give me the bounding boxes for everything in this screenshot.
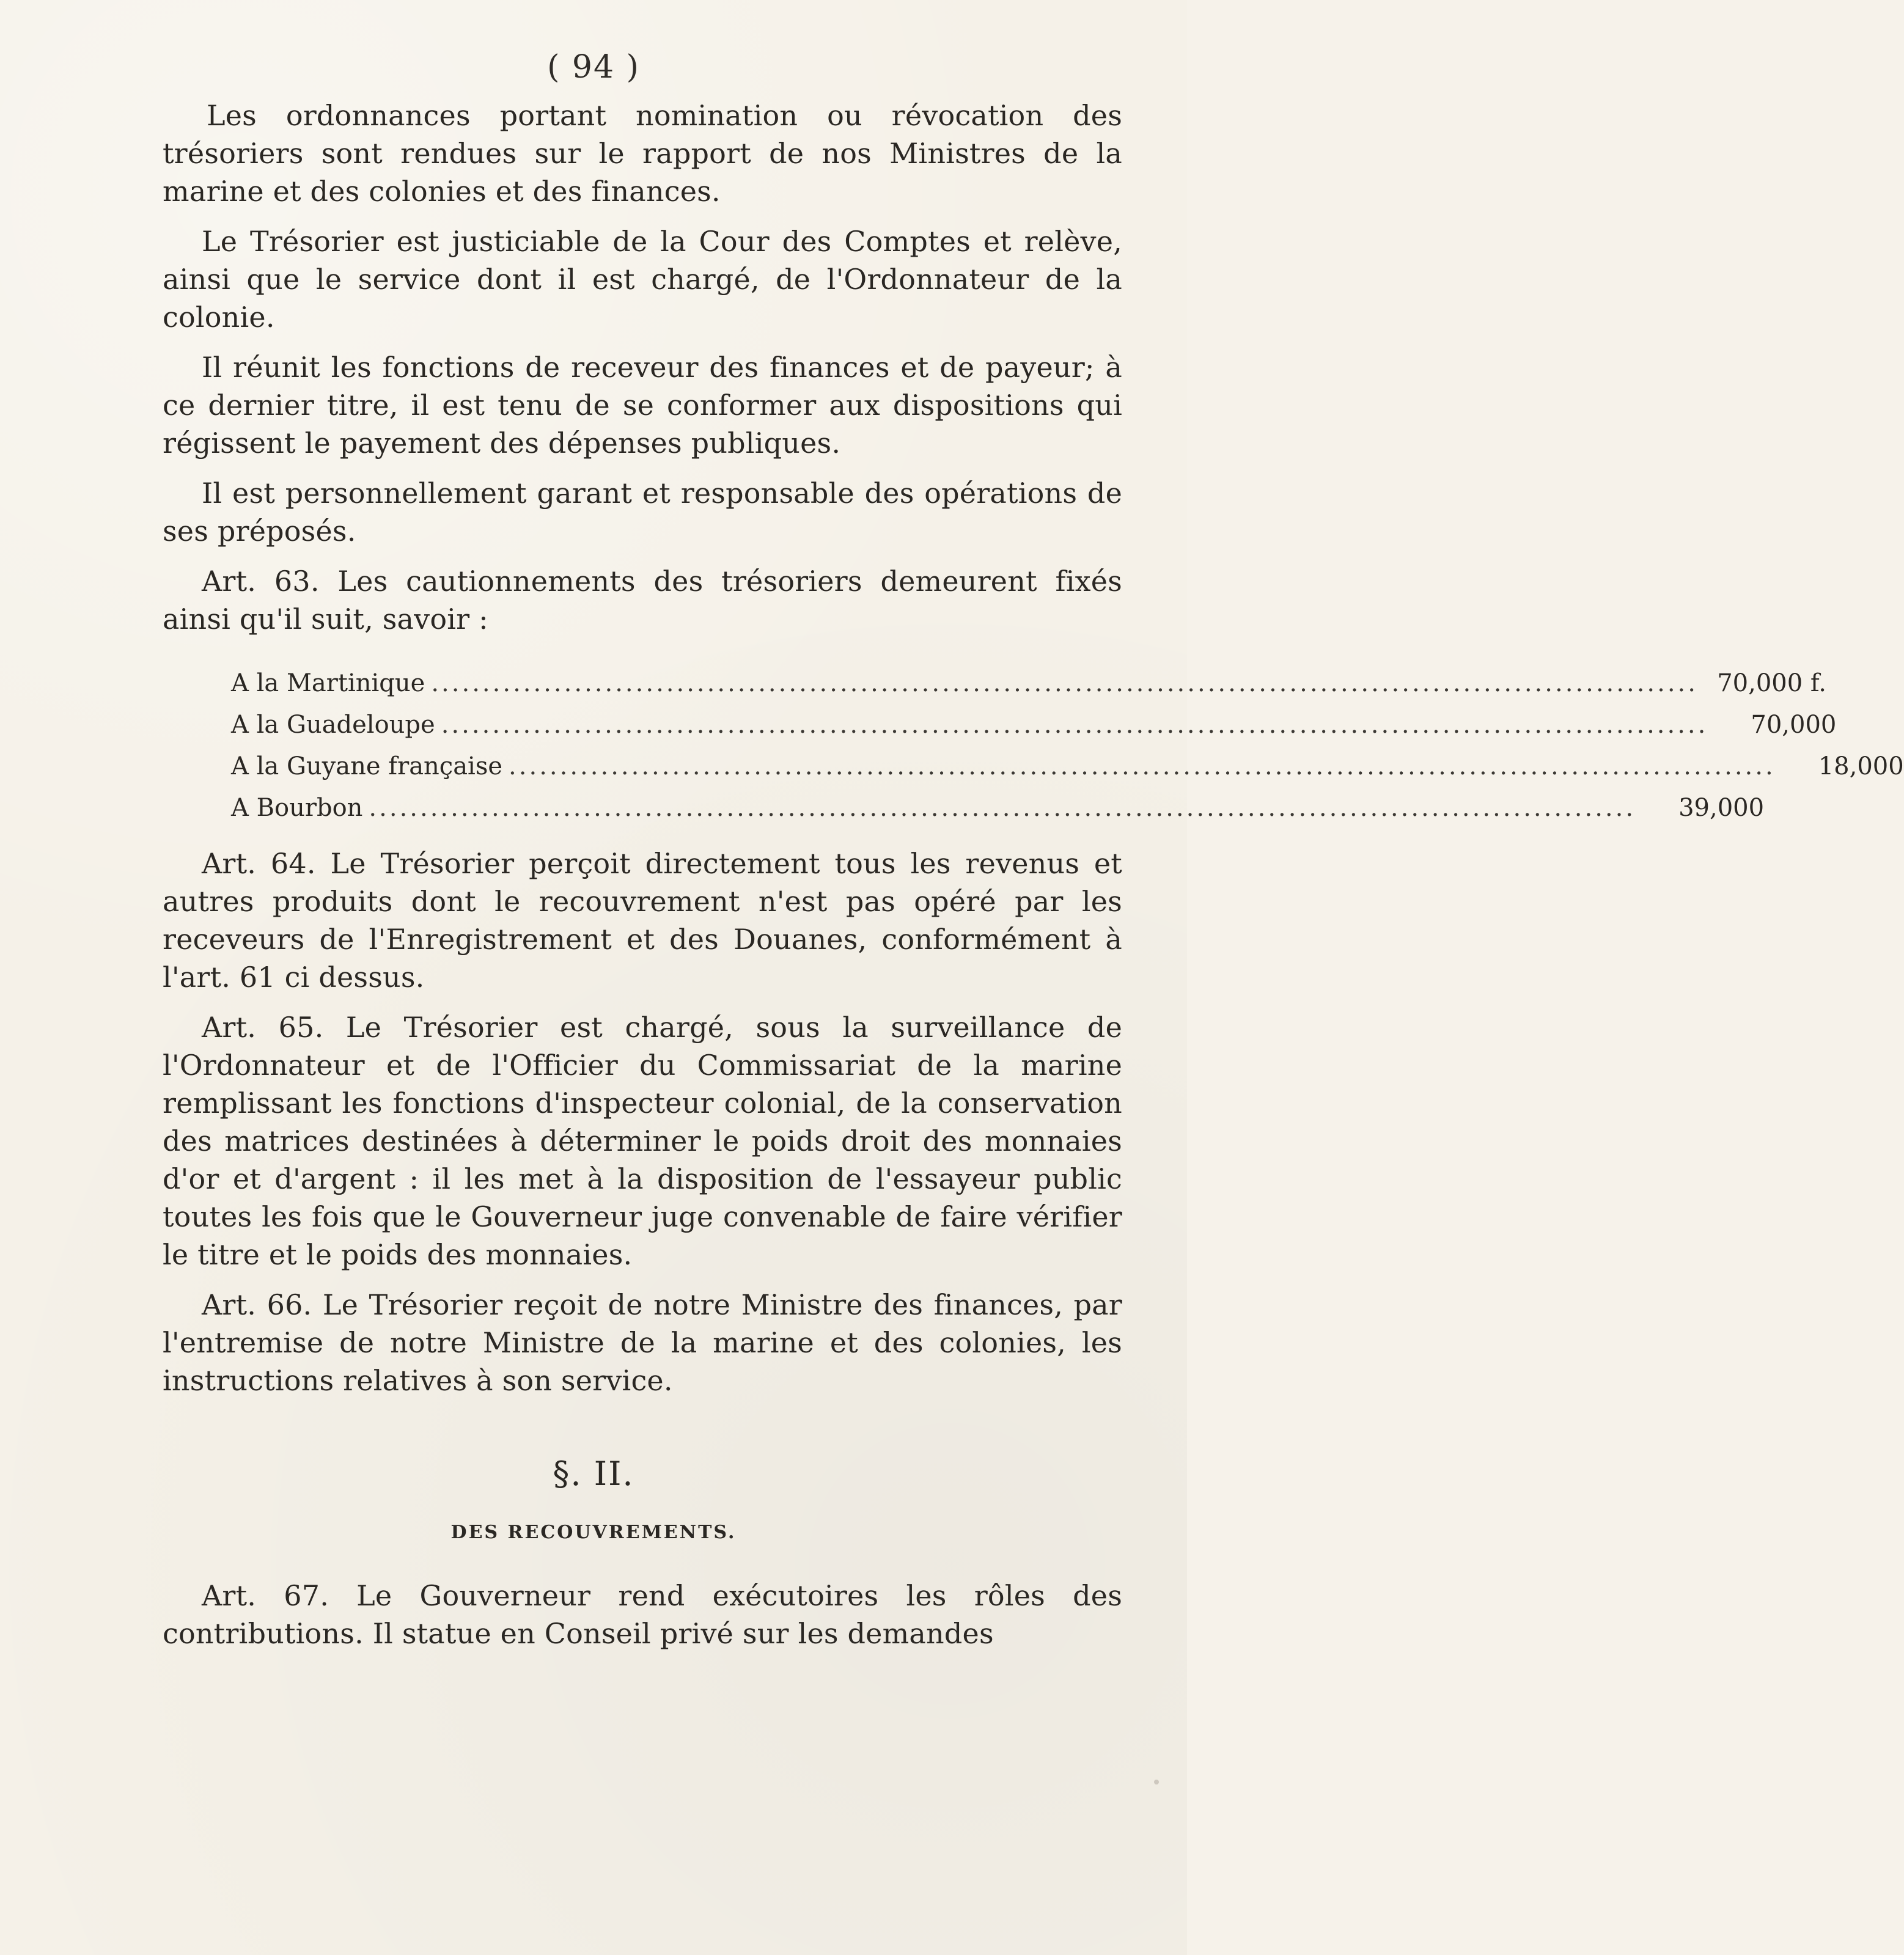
amount: 18,000 <box>1818 752 1904 780</box>
paragraph-2: Le Trésorier est justiciable de la Cour des Comptes et relève, ainsi que le service dont il est chargé, de l'Ordonnateur de la colonie. <box>163 225 1122 334</box>
dot-leader: ............................................................................................................................ <box>441 711 1708 739</box>
dot-leader: ............................................................................................................................ <box>509 752 1776 780</box>
amount: 70,000 <box>1751 711 1837 739</box>
place-name: A la Guadeloupe <box>231 711 435 739</box>
article-66: Art. 66. Le Trésorier reçoit de notre Ministre des finances, par l'entremise de notre Ministre de la marine et des colonies, les instructions relatives à son service. <box>163 1288 1122 1397</box>
amount: 70,000 f. <box>1717 669 1826 697</box>
section-mark: §. II. <box>553 1454 634 1493</box>
paper-mark <box>1154 1780 1159 1784</box>
middle-text-block <box>163 845 1122 1412</box>
article-67: Art. 67. Le Gouverneur rend exécutoires les rôles des contributions. Il statue en Conseil privé sur les demandes <box>163 1579 1122 1650</box>
dot-leader: ............................................................................................................................ <box>431 669 1698 697</box>
paragraph-5: Art. 63. Les cautionnements des trésoriers demeurent fixés ainsi qu'il suit, savoir : <box>163 565 1122 636</box>
table-row <box>231 746 1904 787</box>
table-row <box>231 704 1837 746</box>
table-row <box>231 662 1826 704</box>
paragraph-3: Il réunit les fonctions de receveur des finances et de payeur; à ce dernier titre, il est tenu de se conformer aux dispositions qui régissent le payement des dépenses publiques. <box>163 351 1122 460</box>
page-number: ( 94 ) <box>547 49 640 86</box>
article-65: Art. 65. Le Trésorier est chargé, sous la surveillance de l'Ordonnateur et de l'Officier du Commissariat de la marine remplissant les fonctions d'inspecteur colonial, de la conservation des matrices destinées à déterminer le poids droit des monnaies d'or et d'argent : il les met à la disposition de l'essayeur public toutes les fois que le Gouverneur juge convenable de faire vérifier le titre et le poids des monnaies. <box>163 1011 1122 1271</box>
cautionnements-table <box>231 662 1904 829</box>
table-row <box>231 787 1765 829</box>
top-text-block <box>163 97 1122 650</box>
dot-leader: ............................................................................................................................ <box>369 794 1636 822</box>
place-name: A la Martinique <box>231 669 425 697</box>
paragraph-4: Il est personnellement garant et responsable des opérations de ses préposés. <box>163 477 1122 548</box>
place-name: A la Guyane française <box>231 752 503 780</box>
amount: 39,000 <box>1678 794 1765 822</box>
place-name: A Bourbon <box>231 794 363 822</box>
bottom-text-block <box>163 1577 1122 1665</box>
paragraph-1: Les ordonnances portant nomination ou révocation des trésoriers sont rendues sur le rapport de nos Ministres de la marine et des colonies et des finances. <box>163 99 1122 208</box>
section-title: DES RECOUVREMENTS. <box>450 1522 737 1543</box>
article-64: Art. 64. Le Trésorier perçoit directement tous les revenus et autres produits dont le recouvrement n'est pas opéré par les receveurs de l'Enregistrement et des Douanes, conformément à l'art. 61 ci dessus. <box>163 847 1122 994</box>
